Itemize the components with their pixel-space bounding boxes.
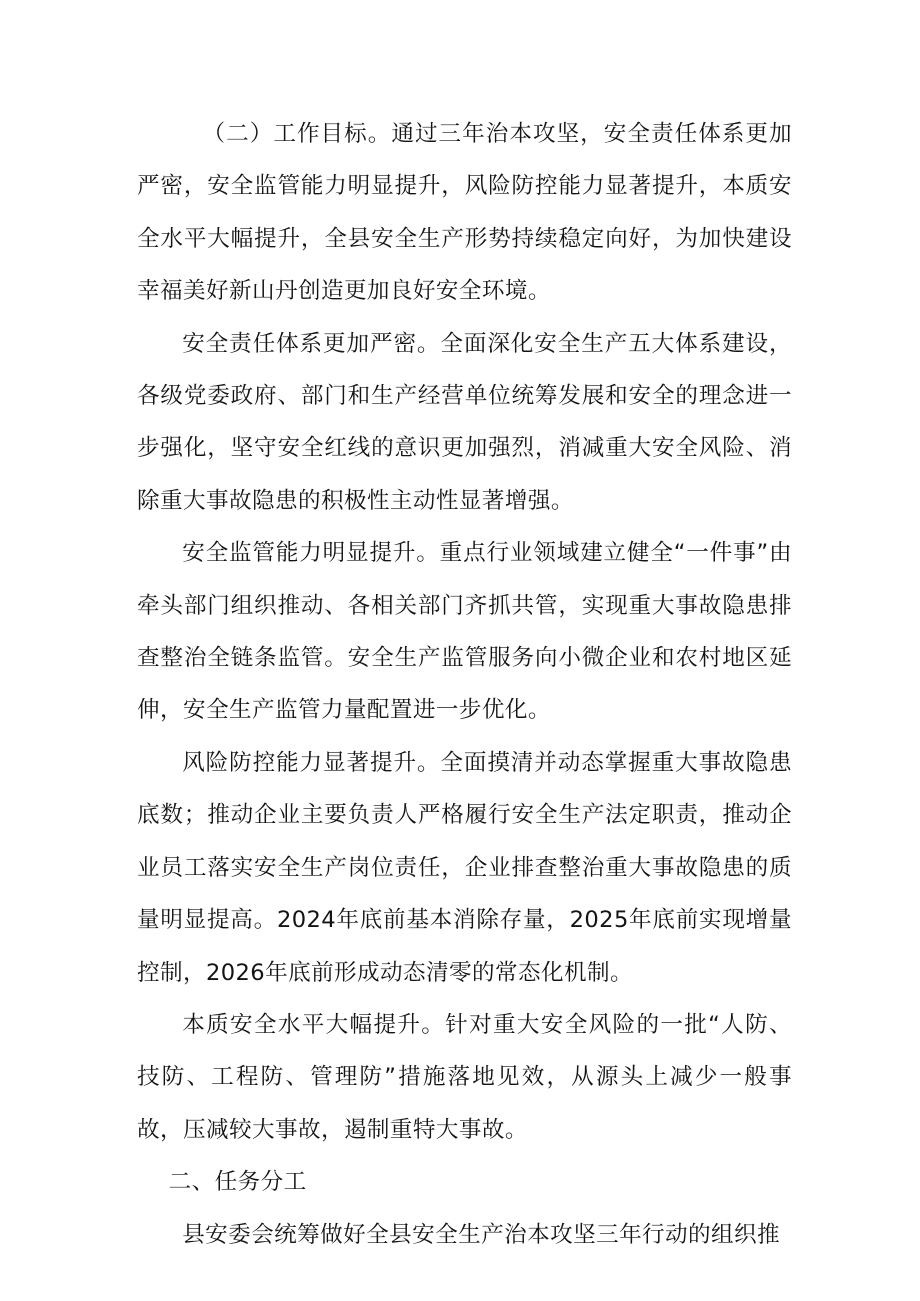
paragraph-supervision-capability: 安全监管能力明显提升。重点行业领域建立健全“一件事”由牵头部门组织推动、各相关部门齐抓共管，实现重大事故隐患排查整治全链条监管。安全生产监管服务向小微企业和农村地区延伸，安全生产监管力量配置进一步优化。 [137,540,792,724]
paragraph-work-goals: （二）工作目标。通过三年治本攻坚，安全责任体系更加严密，安全监管能力明显提升，风险防控能力显著提升，本质安全水平大幅提升，全县安全生产形势持续稳定向好，为加快建设幸福美好新山丹创造更加良好安全环境。 [137,121,792,305]
paragraph-intrinsic-safety: 本质安全水平大幅提升。针对重大安全风险的一批“人防、技防、工程防、管理防”措施落地见效，从源头上减少一般事故，压减较大事故，遏制重特大事故。 [137,1011,792,1143]
paragraph-county-committee: 县安委会统筹做好全县安全生产治本攻坚三年行动的组织推 [182,1221,781,1248]
section-heading-task-division: 二、任务分工 [168,1169,307,1196]
paragraph-responsibility-system: 安全责任体系更加严密。全面深化安全生产五大体系建设，各级党委政府、部门和生产经营单位统筹发展和安全的理念进一步强化，坚守安全红线的意识更加强烈，消减重大安全风险、消除重大事故隐患的积极性主动性显著增强。 [137,330,792,514]
document-body [137,108,792,1261]
paragraph-risk-control: 风险防控能力显著提升。全面摸清并动态掌握重大事故隐患底数；推动企业主要负责人严格履行安全生产法定职责，推动企业员工落实安全生产岗位责任，企业排查整治重大事故隐患的质量明显提高。2024年底前基本消除存量，2025年底前实现增量控制，2026年底前形成动态清零的常态化机制。 [137,749,792,986]
